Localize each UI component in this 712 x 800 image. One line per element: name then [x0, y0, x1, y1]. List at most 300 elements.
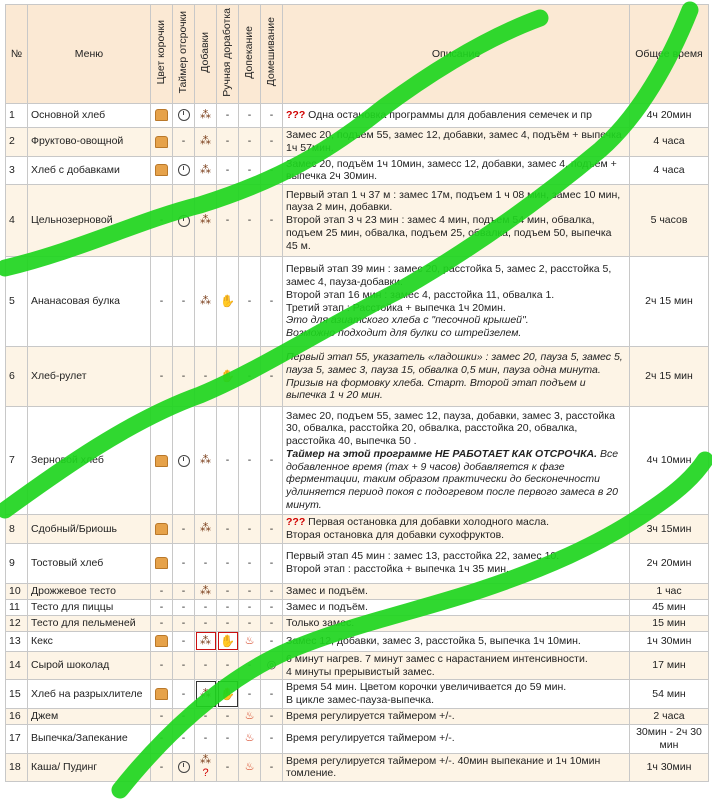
nuts-icon: ⁂ — [200, 454, 211, 467]
cell-knead — [261, 515, 283, 544]
col-manual: Ручная доработка — [217, 5, 239, 104]
cell-crust — [151, 156, 173, 185]
description-line: В цикле замес-пауза-выпечка. — [286, 694, 435, 707]
dash: - — [181, 634, 186, 647]
clock-icon — [178, 109, 190, 121]
cell-knead — [261, 257, 283, 347]
cell-knead — [261, 347, 283, 407]
nuts-icon: ⁂ — [200, 214, 211, 227]
row-number: 10 — [6, 583, 28, 599]
program-description — [283, 515, 630, 544]
cell-knead — [261, 185, 283, 257]
bread-icon — [155, 109, 168, 121]
description-line: Вторая остановка для добавки сухофруктов. — [286, 528, 505, 541]
nuts-icon: ⁂ — [200, 135, 211, 148]
cell-add — [195, 104, 217, 128]
cell-manual — [217, 615, 239, 631]
clock-icon — [178, 761, 190, 773]
header-row — [6, 5, 709, 104]
table-row — [6, 257, 709, 347]
cell-delay — [173, 631, 195, 651]
cell-crust — [151, 347, 173, 407]
table-row — [6, 583, 709, 599]
cell-crust — [151, 680, 173, 709]
program-description — [283, 753, 630, 782]
col-delay: Таймер отсрочки — [173, 5, 195, 104]
cell-crust — [151, 257, 173, 347]
description-line: Одна остановка программы для добавления семечек и пр — [308, 109, 592, 122]
description-line: Замес 12, добавки, замес 3, расстойка 5, выпечка 1ч 10мин. — [286, 634, 581, 647]
cell-add — [195, 543, 217, 583]
dash: - — [247, 109, 252, 122]
table-row — [6, 599, 709, 615]
program-description — [283, 128, 630, 157]
description-line: 4 минуты прерывистый замес. — [286, 665, 435, 678]
row-number: 11 — [6, 599, 28, 615]
dash: - — [181, 687, 186, 700]
heat-icon: ♨ — [244, 709, 255, 722]
cell-knead — [261, 104, 283, 128]
total-time: 1ч 30мин — [630, 753, 709, 782]
program-description — [283, 104, 630, 128]
description-line: Второй этап 3 ч 23 мин : замес 4 мин, подъем 54 мин, обвалка, подъем 25 мин, обвалка, подъем 25, обвалка, подъем 50, выпечка 45 м. — [286, 214, 612, 252]
description-line: Замес и подъём. — [286, 584, 368, 597]
cell-add — [195, 407, 217, 515]
dash: - — [203, 370, 208, 383]
cell-manual — [217, 651, 239, 680]
nuts-icon: ⁂ — [200, 522, 211, 535]
total-time: 1ч 30мин — [630, 631, 709, 651]
col-add: Добавки — [195, 5, 217, 104]
description-line: Время регулируется таймером +/-. 40мин выпекание и 1ч 10мин томление. — [286, 754, 601, 780]
table-row — [6, 708, 709, 724]
cell-crust — [151, 631, 173, 651]
cell-delay — [173, 753, 195, 782]
dash: - — [269, 687, 274, 700]
spiral-icon: ◎ — [266, 659, 277, 672]
cell-manual — [217, 347, 239, 407]
dash: - — [247, 600, 252, 613]
total-time: 17 мин — [630, 651, 709, 680]
dash: - — [247, 370, 252, 383]
cell-bake — [239, 257, 261, 347]
cell-bake — [239, 128, 261, 157]
program-description — [283, 615, 630, 631]
table-row — [6, 104, 709, 128]
cell-add — [195, 615, 217, 631]
dash: - — [269, 710, 274, 723]
program-name: Каша/ Пудинг — [28, 753, 151, 782]
dash: - — [181, 616, 186, 629]
cell-delay — [173, 599, 195, 615]
cell-crust — [151, 615, 173, 631]
hand-icon: ✋ — [220, 686, 235, 701]
program-description — [283, 407, 630, 515]
dash: - — [225, 710, 230, 723]
dash: - — [203, 710, 208, 723]
cell-manual — [217, 104, 239, 128]
row-number: 3 — [6, 156, 28, 185]
description-line: Первый этап 1 ч 37 м : замес 17м, подъем 1 ч 08 мин, замес 10 мин, пауза 2 мин, добавки. — [286, 188, 621, 214]
cell-manual — [217, 724, 239, 753]
cell-manual — [217, 599, 239, 615]
table-row — [6, 753, 709, 782]
dash: - — [159, 659, 164, 672]
dash: - — [225, 109, 230, 122]
bread-icon — [155, 523, 168, 535]
dash: - — [159, 616, 164, 629]
program-name: Сдобный/Бриошь — [28, 515, 151, 544]
cell-bake — [239, 753, 261, 782]
program-name: Хлеб-рулет — [28, 347, 151, 407]
dash: - — [181, 295, 186, 308]
dash: - — [269, 370, 274, 383]
cell-delay — [173, 708, 195, 724]
description-line: Время регулируется таймером +/-. — [286, 710, 455, 723]
dash: - — [225, 760, 230, 773]
description-line: Только замес. — [286, 616, 355, 629]
dash: - — [269, 600, 274, 613]
clock-icon — [178, 455, 190, 467]
col-menu: Меню — [28, 5, 151, 104]
table-row — [6, 128, 709, 157]
program-description — [283, 599, 630, 615]
dash: - — [203, 556, 208, 569]
cell-knead — [261, 724, 283, 753]
cell-delay — [173, 515, 195, 544]
cell-knead — [261, 599, 283, 615]
row-number: 13 — [6, 631, 28, 651]
row-number: 15 — [6, 680, 28, 709]
description-line: Первый этап 45 мин : замес 13, расстойка 22, замес 10. — [286, 550, 560, 563]
cell-manual — [217, 583, 239, 599]
col-crust: Цвет корочки — [151, 5, 173, 104]
clock-icon — [178, 215, 190, 227]
total-time: 3ч 15мин — [630, 515, 709, 544]
cell-knead — [261, 651, 283, 680]
col-bake: Допекание — [239, 5, 261, 104]
dash: - — [269, 214, 274, 227]
dash: - — [269, 584, 274, 597]
dash: - — [225, 584, 230, 597]
program-description — [283, 156, 630, 185]
description-line: Второй этап : расстойка + выпечка 1ч 35 мин. — [286, 563, 509, 576]
cell-crust — [151, 543, 173, 583]
row-number: 14 — [6, 651, 28, 680]
description-line: Время регулируется таймером +/-. — [286, 732, 455, 745]
table-row — [6, 680, 709, 709]
dash: - — [269, 163, 274, 176]
total-time: 2ч 15 мин — [630, 257, 709, 347]
dash: - — [247, 687, 252, 700]
row-number: 2 — [6, 128, 28, 157]
total-time: 5 часов — [630, 185, 709, 257]
nuts-icon: ⁂ — [200, 109, 211, 121]
program-name: Хлеб с добавками — [28, 156, 151, 185]
hand-icon: ✋ — [220, 294, 235, 309]
dash: - — [181, 710, 186, 723]
cell-crust — [151, 599, 173, 615]
dash: - — [269, 556, 274, 569]
row-number: 8 — [6, 515, 28, 544]
col-num: № — [6, 5, 28, 104]
cell-bake — [239, 156, 261, 185]
table-row — [6, 724, 709, 753]
dash: - — [203, 616, 208, 629]
program-name: Тесто для пельменей — [28, 615, 151, 631]
total-time: 4 часа — [630, 128, 709, 157]
dash: - — [159, 600, 164, 613]
heat-icon: ♨ — [244, 760, 255, 773]
row-number: 18 — [6, 753, 28, 782]
program-name: Сырой шоколад — [28, 651, 151, 680]
dash: - — [181, 600, 186, 613]
nuts-icon: ⁂ — [200, 754, 211, 767]
warning-flag: ??? — [286, 516, 306, 529]
description-warning: Таймер на этой программе НЕ РАБОТАЕТ КАК ОТСРОЧКА. — [286, 447, 598, 460]
hand-icon: ✋ — [220, 369, 235, 384]
program-description — [283, 347, 630, 407]
total-time: 4ч 10мин — [630, 407, 709, 515]
program-name: Хлеб на разрыхлителе — [28, 680, 151, 709]
row-number: 17 — [6, 724, 28, 753]
row-number: 5 — [6, 257, 28, 347]
dash: - — [181, 732, 186, 745]
cell-add — [195, 347, 217, 407]
bread-icon — [155, 635, 168, 647]
dash: - — [203, 732, 208, 745]
warning-flag: ??? — [286, 109, 306, 122]
cell-crust — [151, 407, 173, 515]
dash: - — [225, 556, 230, 569]
dash: - — [159, 710, 164, 723]
cell-knead — [261, 156, 283, 185]
cell-add — [195, 631, 217, 651]
bread-icon — [155, 164, 168, 176]
cell-bake — [239, 583, 261, 599]
cell-bake — [239, 651, 261, 680]
row-number: 7 — [6, 407, 28, 515]
dash: - — [247, 295, 252, 308]
description-line: 6 минут нагрев. 7 минут замес с нарастанием интенсивности. — [286, 652, 588, 665]
dash: - — [225, 214, 230, 227]
cell-add — [195, 128, 217, 157]
dash: - — [159, 584, 164, 597]
cell-bake — [239, 407, 261, 515]
cell-crust — [151, 651, 173, 680]
table-row — [6, 185, 709, 257]
table-row — [6, 407, 709, 515]
dash: - — [181, 556, 186, 569]
cell-manual — [217, 407, 239, 515]
dash: - — [269, 732, 274, 745]
nuts-icon: ⁂ — [200, 584, 211, 597]
cell-bake — [239, 515, 261, 544]
programs-table — [5, 4, 709, 782]
total-time: 30мин - 2ч 30 мин — [630, 724, 709, 753]
dash: - — [225, 163, 230, 176]
description-line: Замес и подъём. — [286, 600, 368, 613]
cell-bake — [239, 615, 261, 631]
dash: - — [247, 584, 252, 597]
bread-icon — [155, 557, 168, 569]
dash: - — [247, 659, 252, 672]
cell-knead — [261, 708, 283, 724]
dash: - — [181, 522, 186, 535]
cell-delay — [173, 128, 195, 157]
cell-delay — [173, 680, 195, 709]
cell-delay — [173, 543, 195, 583]
cell-knead — [261, 680, 283, 709]
cell-manual — [217, 543, 239, 583]
cell-bake — [239, 104, 261, 128]
cell-add — [195, 680, 217, 709]
cell-knead — [261, 753, 283, 782]
cell-knead — [261, 615, 283, 631]
description-line: Третий этап : Расстойка + выпечка 1ч 20мин. — [286, 301, 506, 314]
dash: - — [269, 760, 274, 773]
total-time: 45 мин — [630, 599, 709, 615]
table-row — [6, 156, 709, 185]
cell-knead — [261, 128, 283, 157]
cell-delay — [173, 583, 195, 599]
dash: - — [203, 659, 208, 672]
total-time: 54 мин — [630, 680, 709, 709]
cell-manual — [217, 128, 239, 157]
nuts-icon: ⁂ — [200, 634, 211, 647]
program-name: Фруктово-овощной — [28, 128, 151, 157]
cell-delay — [173, 651, 195, 680]
program-name: Основной хлеб — [28, 104, 151, 128]
cell-bake — [239, 543, 261, 583]
bread-icon — [155, 455, 168, 467]
dash: - — [159, 370, 164, 383]
cell-knead — [261, 583, 283, 599]
cell-knead — [261, 543, 283, 583]
dash: - — [225, 522, 230, 535]
description-line: Первый этап 39 мин : замес 20, расстойка 5, замес 2, расстойка 5, замес 4, пауза-добавки. — [286, 263, 612, 289]
cell-manual — [217, 257, 239, 347]
cell-crust — [151, 753, 173, 782]
table-row — [6, 347, 709, 407]
cell-delay — [173, 185, 195, 257]
total-time: 1 час — [630, 583, 709, 599]
cell-add — [195, 753, 217, 782]
cell-manual — [217, 680, 239, 709]
cell-delay — [173, 156, 195, 185]
nuts-icon: ⁂ — [200, 295, 211, 308]
description-line: Первая остановка для добавки холодного масла. — [308, 516, 550, 529]
cell-manual — [217, 631, 239, 651]
cell-crust — [151, 104, 173, 128]
cell-crust — [151, 708, 173, 724]
cell-crust — [151, 185, 173, 257]
dash: - — [247, 135, 252, 148]
table-row — [6, 631, 709, 651]
cell-add — [195, 515, 217, 544]
dash: - — [203, 600, 208, 613]
description-line: Второй этап 16 мин : замес 4, расстойка 11, обвалка 1. — [286, 288, 555, 301]
cell-delay — [173, 724, 195, 753]
col-time: Общее время — [630, 5, 709, 104]
program-description — [283, 583, 630, 599]
description-line: Замес 20, подъем 55, замес 12, пауза, добавки, замес 3, расстойка 30, обвалка, расстойка 20, обвалка, расстойка 20, обвалка, расстойка 40, выпечка 50 . — [286, 409, 615, 448]
cell-bake — [239, 185, 261, 257]
cell-delay — [173, 104, 195, 128]
program-name: Кекс — [28, 631, 151, 651]
dash: - — [181, 584, 186, 597]
cell-manual — [217, 156, 239, 185]
nuts-icon: ⁂ — [200, 687, 211, 700]
dash: - — [247, 522, 252, 535]
dash: - — [159, 214, 164, 227]
dash: - — [159, 295, 164, 308]
program-name: Дрожжевое тесто — [28, 583, 151, 599]
cell-bake — [239, 724, 261, 753]
program-description — [283, 257, 630, 347]
cell-knead — [261, 631, 283, 651]
program-name: Зерновой хлеб — [28, 407, 151, 515]
bread-icon — [155, 136, 168, 148]
heat-icon: ♨ — [244, 732, 255, 745]
cell-add — [195, 156, 217, 185]
heat-icon: ♨ — [244, 634, 255, 647]
dash: - — [269, 616, 274, 629]
cell-add — [195, 599, 217, 615]
dash: - — [181, 370, 186, 383]
question-mark-icon: ? — [202, 767, 209, 780]
description-note: Все добавленное время (max + 9 часов) добавляется к фазе ферментации, таким образом практически до бесконечности удлиняется период покоя с подогревом после первого замеса в 20 минут. — [286, 447, 619, 512]
col-knead: Домешивание — [261, 5, 283, 104]
dash: - — [225, 454, 230, 467]
dash: - — [269, 109, 274, 122]
cell-delay — [173, 615, 195, 631]
row-number: 16 — [6, 708, 28, 724]
program-name: Выпечка/Запекание — [28, 724, 151, 753]
program-description — [283, 680, 630, 709]
description-line: Время 54 мин. Цветом корочки увеличивается до 59 мин. — [286, 681, 567, 694]
dash: - — [225, 659, 230, 672]
dash: - — [159, 760, 164, 773]
cell-manual — [217, 708, 239, 724]
dash: - — [225, 600, 230, 613]
total-time: 2ч 20мин — [630, 543, 709, 583]
row-number: 1 — [6, 104, 28, 128]
cell-delay — [173, 257, 195, 347]
table-row — [6, 615, 709, 631]
dash: - — [269, 295, 274, 308]
dash: - — [247, 214, 252, 227]
dash: - — [247, 616, 252, 629]
col-desc: Описание — [283, 5, 630, 104]
hand-icon: ✋ — [220, 633, 235, 648]
dash: - — [247, 163, 252, 176]
description-note: Это для азиатского хлеба с "песочной крышей". — [286, 314, 529, 327]
cell-delay — [173, 407, 195, 515]
total-time: 2 часа — [630, 708, 709, 724]
cell-add — [195, 185, 217, 257]
cell-add — [195, 724, 217, 753]
dash: - — [269, 634, 274, 647]
row-number: 12 — [6, 615, 28, 631]
dash: - — [225, 616, 230, 629]
row-number: 4 — [6, 185, 28, 257]
cell-crust — [151, 583, 173, 599]
cell-bake — [239, 599, 261, 615]
program-name: Джем — [28, 708, 151, 724]
program-description — [283, 185, 630, 257]
clock-icon — [178, 164, 190, 176]
